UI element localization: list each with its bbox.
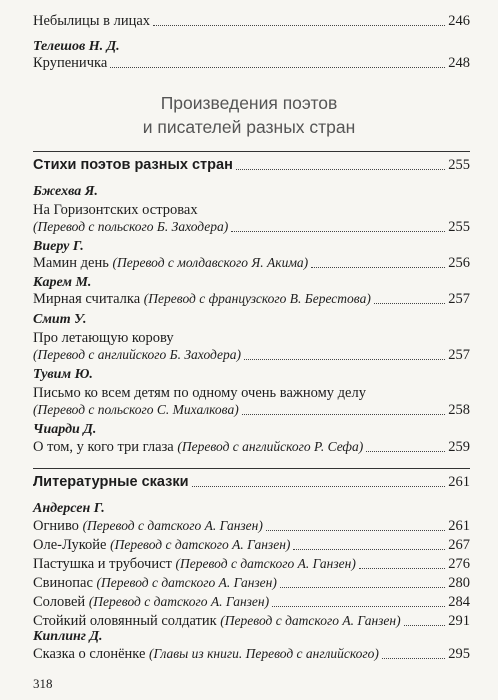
leader-dots <box>404 625 446 626</box>
entry-author: Чиарди Д. <box>33 422 97 437</box>
entry-page: 284 <box>448 594 470 610</box>
entry-author: Карем М. <box>33 275 92 290</box>
entry-title: О том, у кого три глаза <box>33 439 174 455</box>
section-heading-title: Стихи поэтов разных стран <box>33 157 233 173</box>
toc-entry <box>33 8 470 30</box>
toc-entry <box>33 250 470 272</box>
entry-page: 246 <box>448 13 470 29</box>
leader-dots <box>280 587 445 588</box>
leader-dots <box>242 414 446 415</box>
entry-page: 280 <box>448 575 470 591</box>
entry-note: (Перевод с польского Б. Заходера) <box>33 219 229 234</box>
entry-page: 276 <box>448 556 470 572</box>
section-title-line-2: и писателей разных стран <box>142 117 356 137</box>
page-number: 318 <box>33 676 53 691</box>
entry-title: На Горизонтских островах <box>33 202 198 218</box>
entry-note: (Перевод с датского А. Ганзен) <box>220 613 401 628</box>
entry-page: 261 <box>448 518 470 534</box>
section-heading-tales <box>33 469 470 491</box>
entry-author: Телешов Н. Д. <box>33 39 120 54</box>
toc-entry <box>33 342 470 364</box>
entry-note: (Перевод с французского В. Берестова) <box>143 291 371 306</box>
section-heading-page: 255 <box>448 157 470 173</box>
leader-dots <box>359 568 445 569</box>
entry-author: Киплинг Д. <box>33 629 103 644</box>
leader-dots <box>153 25 445 26</box>
leader-dots <box>366 451 445 452</box>
entry-title: Мамин день <box>33 255 109 271</box>
entry-page: 257 <box>448 347 470 363</box>
toc-entry <box>33 397 470 419</box>
entry-title: Письмо ко всем детям по одному очень важному делу <box>33 385 366 401</box>
toc-entry <box>33 434 470 456</box>
entry-note: (Перевод с датского А. Ганзен) <box>175 556 356 571</box>
toc-entry <box>33 214 470 236</box>
toc-entry <box>33 641 470 663</box>
entry-note: (Перевод с датского А. Ганзен) <box>110 537 291 552</box>
entry-note: (Перевод с английского Р. Сефа) <box>177 439 364 454</box>
entry-title: Мирная считалка <box>33 291 141 307</box>
entry-author: Тувим Ю. <box>33 367 93 382</box>
entry-page: 257 <box>448 291 470 307</box>
entry-title: Небылицы в лицах <box>33 13 151 29</box>
entry-note: (Перевод с польского С. Михалкова) <box>33 402 239 417</box>
entry-note: (Главы из книги. Перевод с английского) <box>149 646 379 661</box>
leader-dots <box>231 231 445 232</box>
entry-page: 259 <box>448 439 470 455</box>
entry-title: Огниво <box>33 518 79 534</box>
leader-dots <box>110 67 445 68</box>
entry-title: Крупеничка <box>33 55 108 71</box>
entry-title: Пастушка и трубочист <box>33 556 172 572</box>
entry-page: 267 <box>448 537 470 553</box>
toc-entry <box>33 286 470 308</box>
leader-dots <box>266 530 445 531</box>
entry-page: 258 <box>448 402 470 418</box>
entry-note: (Перевод с английского Б. Заходера) <box>33 347 242 362</box>
entry-author: Бжехва Я. <box>33 184 98 199</box>
entry-page: 295 <box>448 646 470 662</box>
entry-note: (Перевод с молдавского Я. Акима) <box>112 255 309 270</box>
entry-note: (Перевод с датского А. Ганзен) <box>96 575 277 590</box>
toc-entry <box>33 50 470 72</box>
leader-dots <box>192 486 446 487</box>
entry-author: Виеру Г. <box>33 239 84 254</box>
section-title-line-1: Произведения поэтов <box>160 93 338 113</box>
leader-dots <box>236 169 445 170</box>
entry-title: Свинопас <box>33 575 93 591</box>
entry-title: Про летающую корову <box>33 330 174 346</box>
entry-author: Смит У. <box>33 312 87 327</box>
entry-note: (Перевод с датского А. Ганзен) <box>82 518 263 533</box>
section-heading-title: Литературные сказки <box>33 474 189 490</box>
leader-dots <box>293 549 445 550</box>
leader-dots <box>272 606 445 607</box>
leader-dots <box>382 658 445 659</box>
entry-page: 291 <box>448 613 470 629</box>
leader-dots <box>244 359 445 360</box>
leader-dots <box>311 267 445 268</box>
entry-note: (Перевод с датского А. Ганзен) <box>88 594 270 609</box>
leader-dots <box>374 303 445 304</box>
entry-page: 255 <box>448 219 470 235</box>
entry-page: 256 <box>448 255 470 271</box>
entry-title: Оле-Лукойе <box>33 537 107 553</box>
entry-title: Стойкий оловянный солдатик <box>33 613 217 629</box>
entry-page: 248 <box>448 55 470 71</box>
entry-author: Андерсен Г. <box>33 501 105 516</box>
entry-title: Сказка о слонёнке <box>33 646 146 662</box>
entry-title: Соловей <box>33 594 86 610</box>
section-heading-poems <box>33 152 470 174</box>
section-heading-page: 261 <box>448 474 470 490</box>
toc-entry <box>33 608 470 630</box>
